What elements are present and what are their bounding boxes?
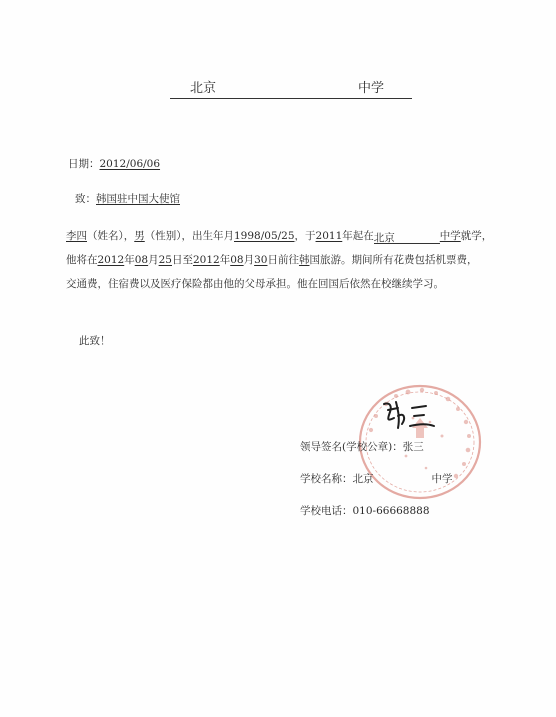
body-text: ，于 [294, 230, 316, 242]
body-text: 月 [243, 254, 255, 266]
school-name-part-2: 中学 [439, 230, 461, 242]
body-line-1 [66, 229, 492, 244]
name-suffix: （姓名）， [87, 230, 135, 242]
return-month: 08 [230, 254, 244, 266]
body-text: 日至 [171, 254, 193, 266]
recipient-label: 致： [75, 193, 96, 205]
birth-date: 1998/05/25 [234, 230, 295, 242]
school-name-line [300, 472, 453, 486]
date-value: 2012/06/06 [99, 158, 161, 170]
school-phone-line [300, 504, 430, 518]
leader-name: 张三 [402, 441, 424, 453]
phone-number: 010-66668888 [352, 505, 430, 517]
body-text: 日前往 [267, 254, 299, 266]
school-name-1: 北京 [352, 473, 374, 485]
recipient-line [75, 192, 180, 206]
leader-signature-line [300, 440, 424, 454]
gender-suffix: （性别），出生年月 [144, 230, 234, 242]
body-text: 就学， [460, 230, 493, 242]
school-name-blank [374, 231, 440, 244]
body-line-3: 交通费，住宿费以及医疗保险都由他的父母承担。他在回国后依然在校继续学习。 [66, 278, 444, 290]
closing-text: 此致！ [79, 335, 111, 347]
body-line-2 [66, 253, 477, 267]
date-line [68, 157, 160, 171]
start-year: 2011 [315, 230, 343, 242]
depart-month: 08 [134, 254, 149, 266]
destination-country: 韩 [298, 254, 310, 266]
body-text: 他将在 [66, 254, 98, 266]
handwritten-signature [378, 396, 438, 436]
letter-title [170, 80, 412, 99]
return-day: 30 [254, 254, 268, 266]
body-text: 月 [148, 254, 159, 266]
depart-year: 2012 [97, 254, 125, 266]
recipient-value: 韩国驻中国大使馆 [96, 193, 180, 205]
body-text: 年起在 [342, 230, 374, 242]
school-label: 学校名称： [300, 473, 353, 485]
school-name-2: 中学 [431, 473, 453, 485]
body-text: 年 [124, 254, 135, 266]
body-text: 国旅游。期间所有花费包括机票费， [309, 254, 478, 266]
body-text: 年 [219, 254, 231, 266]
depart-day: 25 [158, 254, 172, 266]
return-year: 2012 [192, 254, 220, 266]
date-label: 日期： [68, 158, 100, 170]
title-part-1: 北京 [190, 81, 217, 96]
leader-label: 领导签名(学校公章)： [300, 441, 403, 453]
phone-label: 学校电话： [300, 505, 353, 517]
title-part-2: 中学 [358, 81, 385, 96]
school-name-part-1: 北京 [373, 232, 395, 244]
student-gender: 男 [134, 230, 145, 242]
student-name: 李四 [66, 230, 87, 242]
